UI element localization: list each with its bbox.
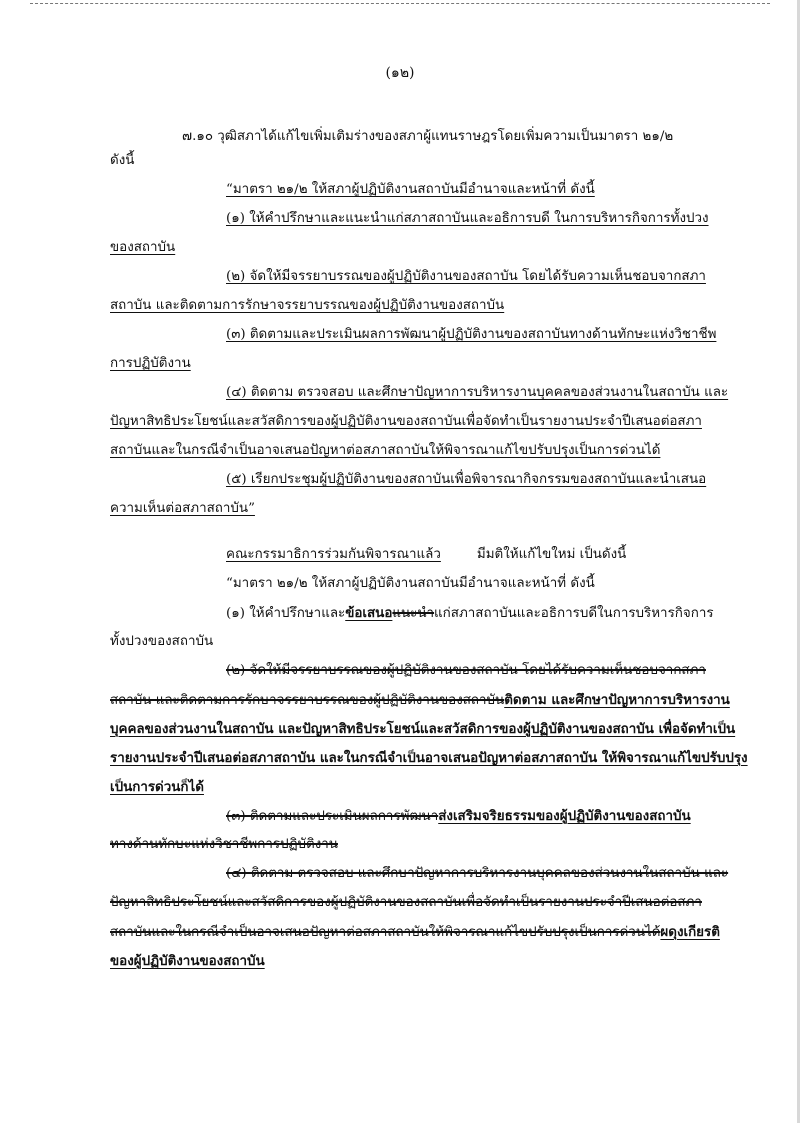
committee-item-4c <box>110 923 720 942</box>
committee-item-3b: ทางด้านทักษะแห่งวิชาชีพการปฏิบัติงาน <box>110 837 338 852</box>
committee-item-1b: ทั้งปวงของสถาบัน <box>110 634 214 649</box>
committee-heading: “มาตรา ๒๑/๒ ให้สภาผู้ปฏิบัติงานสถาบันมีอำนาจและหน้าที่ ดังนี้ <box>226 576 595 591</box>
committee-title-line <box>226 546 626 564</box>
deleted-text: สถาบันและในกรณีจำเป็นอาจเสนอปัญหาต่อสภาสถาบันให้พิจารณาแก้ไขปรับปรุงเป็นการด่วนได้ <box>110 925 661 940</box>
senate-item-2a: (๒) จัดให้มีจรรยาบรรณของผู้ปฏิบัติงานของสถาบัน โดยได้รับความเห็นชอบจากสภา <box>226 269 706 284</box>
intro-line-1: ๗.๑๐ วุฒิสภาได้แก้ไขเพิ่มเติมร่างของสภาผู้แทนราษฎรโดยเพิ่มความเป็นมาตรา ๒๑/๒ <box>182 129 674 144</box>
deleted-text: สถาบัน และติดตามการรักษาจรรยาบรรณของผู้ปฏิบัติงานของสถาบัน <box>110 693 505 708</box>
committee-item-2a: (๒) จัดให้มีจรรยาบรรณของผู้ปฏิบัติงานของสถาบัน โดยได้รับความเห็นชอบจากสภา <box>226 663 706 678</box>
inserted-text: ข้อเสนอ <box>345 605 393 621</box>
senate-item-4c: สถาบันและในกรณีจำเป็นอาจเสนอปัญหาต่อสภาสถาบันให้พิจารณาแก้ไขปรับปรุงเป็นการด่วนได้ <box>110 443 661 458</box>
deleted-text: แนะนำ <box>392 606 435 621</box>
committee-item-2e: เป็นการด่วนก็ได้ <box>110 779 204 795</box>
senate-item-3a: (๓) ติดตามและประเมินผลการพัฒนาผู้ปฏิบัติงานของสถาบันทางด้านทักษะแห่งวิชาชีพ <box>226 327 717 342</box>
senate-item-1a: (๑) ให้คำปรึกษาและแนะนำแก่สภาสถาบันและอธิการบดี ในการบริหารกิจการทั้งปวง <box>226 211 709 226</box>
senate-item-3b: การปฏิบัติงาน <box>110 356 191 371</box>
senate-item-1b: ของสถาบัน <box>110 240 176 255</box>
committee-item-4b: ปัญหาสิทธิประโยชน์และสวัสดิการของผู้ปฏิบัติงานของสถาบันเพื่อจัดทำเป็นรายงานประจำปีเสนอต่อสภา <box>110 895 702 910</box>
top-dashed-border <box>30 3 770 4</box>
committee-item-3a: (๓) ติดตามและประเมินผลการพัฒนาส่งเสริมจริยธรรมของผู้ปฏิบัติงานของสถาบัน <box>226 808 691 824</box>
committee-item-4a: (๔) ติดตาม ตรวจสอบ และศึกษาปัญหาการบริหารงานบุคคลของส่วนงานในสถาบัน และ <box>226 866 729 881</box>
deleted-text: (๓) ติดตามและประเมินผลการพัฒนา <box>226 809 439 824</box>
committee-item-2d: รายงานประจำปีเสนอต่อสภาสถาบัน และในกรณีจำเป็นอาจเสนอปัญหาต่อสภาสถาบัน ให้พิจารณาแก้ไขปรับปรุง <box>110 750 748 766</box>
senate-item-5a: (๕) เรียกประชุมผู้ปฏิบัติงานของสถาบันเพื่อพิจารณากิจกรรมของสถาบันและนำเสนอ <box>226 472 707 487</box>
committee-item-4d: ของผู้ปฏิบัติงานของสถาบัน <box>110 953 265 969</box>
senate-item-2b: สถาบัน และติดตามการรักษาจรรยาบรรณของผู้ปฏิบัติงานของสถาบัน <box>110 298 505 313</box>
senate-item-4b: ปัญหาสิทธิประโยชน์และสวัสดิการของผู้ปฏิบัติงานของสถาบันเพื่อจัดทำเป็นรายงานประจำปีเสนอต่อสภา <box>110 414 702 429</box>
senate-item-5b: ความเห็นต่อสภาสถาบัน” <box>110 501 255 516</box>
committee-item-2c: บุคคลของส่วนงานในสถาบัน และปัญหาสิทธิประโยชน์และสวัสดิการของผู้ปฏิบัติงานของสถาบัน เพื่อจัดทำเป็น <box>110 721 736 737</box>
committee-item-1a: (๑) ให้คำปรึกษาและข้อเสนอแนะนำแก่สภาสถาบันและอธิการบดีในการบริหารกิจการ <box>226 605 714 621</box>
inserted-text: ผดุงเกียรติ <box>660 924 720 940</box>
committee-title: คณะกรรมาธิการร่วมกันพิจารณาแล้ว <box>226 547 441 562</box>
page-number: (๑๒) <box>385 65 415 81</box>
committee-item-2b <box>110 691 730 710</box>
committee-resolution: มีมติให้แก้ไขใหม่ เป็นดังนี้ <box>476 547 627 562</box>
senate-heading: “มาตรา ๒๑/๒ ให้สภาผู้ปฏิบัติงานสถาบันมีอำนาจและหน้าที่ ดังนี้ <box>226 182 595 197</box>
intro-line-2: ดังนี้ <box>110 153 135 168</box>
inserted-text: ติดตาม และศึกษาปัญหาการบริหารงาน <box>504 692 730 708</box>
inserted-text: ส่งเสริมจริยธรรม <box>438 808 536 824</box>
senate-item-4a: (๔) ติดตาม ตรวจสอบ และศึกษาปัญหาการบริหารงานบุคคลของส่วนงานในสถาบัน และ <box>226 385 729 400</box>
